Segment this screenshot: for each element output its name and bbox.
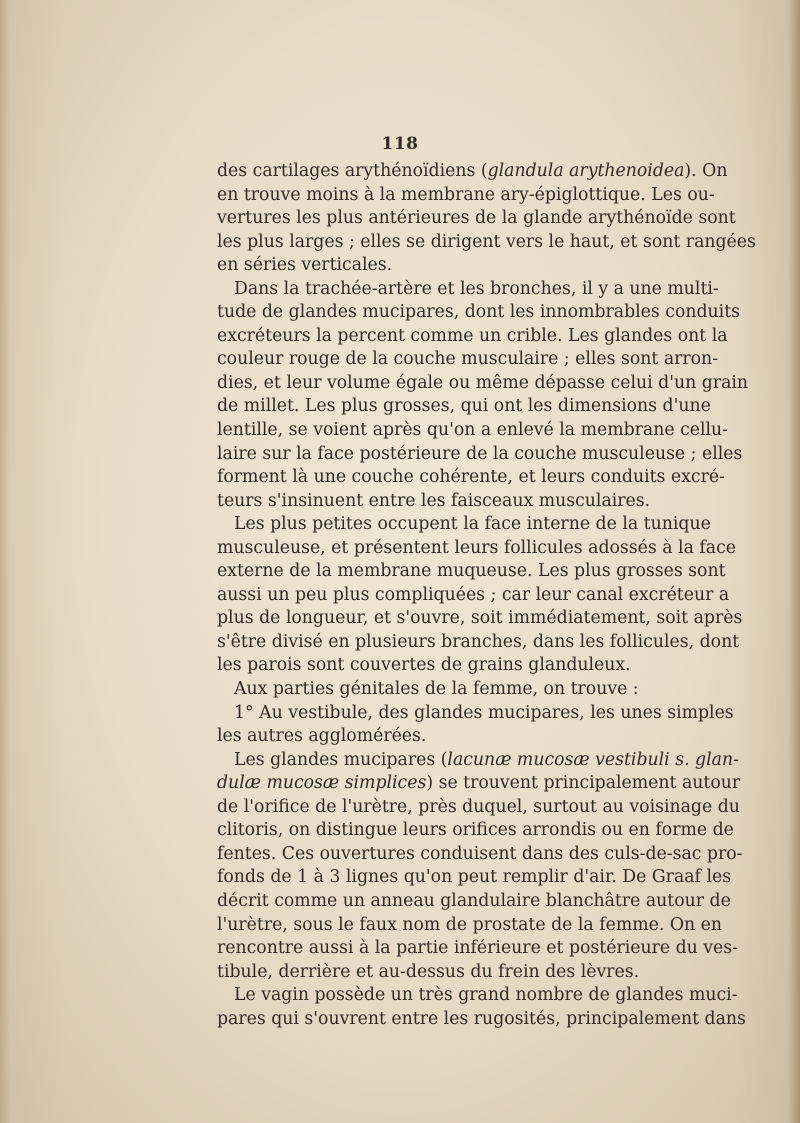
text-segment: externe de la membrane muqueuse. Les plus grosses sont (217, 561, 726, 582)
text-line (217, 796, 740, 820)
text-segment: 1° Au vestibule, des glandes mucipares, les unes simples (234, 702, 734, 723)
text-line (217, 160, 728, 184)
text-segment: Dans la trachée-artère et les bronches, il y a une multi- (234, 278, 719, 299)
italic-term: lacunæ mucosæ vestibuli s. glan- (447, 749, 739, 770)
text-segment: teurs s'insinuent entre les faisceaux musculaires. (217, 490, 651, 511)
text-segment: de l'orifice de l'urètre, près duquel, surtout au voisinage du (217, 796, 740, 817)
text-segment: vertures les plus antérieures de la glande arythénoïde sont (217, 208, 736, 229)
text-line (217, 914, 722, 938)
text-line (217, 725, 651, 749)
text-segment: laire sur la face postérieure de la couche musculeuse ; elles (217, 443, 743, 464)
text-segment: les autres agglomérées. (217, 726, 427, 747)
text-line (217, 231, 756, 255)
text-segment: excréteurs la percent comme un crible. Les glandes ont la (217, 325, 728, 346)
italic-term: glandula arythenoidea (487, 161, 685, 181)
text-line (217, 278, 719, 302)
text-segment: pares qui s'ouvrent entre les rugosités, principalement dans (217, 1008, 746, 1029)
text-segment: lentille, se voient après qu'on a enlevé la membrane cellu- (217, 420, 729, 441)
text-line (217, 890, 731, 914)
text-line (217, 466, 725, 490)
text-line (217, 984, 738, 1008)
text-line (217, 819, 734, 843)
text-segment: aussi un peu plus compliquées ; car leur canal excréteur a (217, 584, 730, 605)
page-edge-right (788, 0, 800, 1123)
text-segment: couleur rouge de la couche musculaire ; elles sont arron- (217, 349, 719, 370)
text-line (217, 866, 732, 890)
text-segment: Les plus petites occupent la face interne de la tunique (234, 514, 711, 535)
body-text (217, 160, 756, 1031)
text-segment: forment là une couche cohérente, et leurs conduits excré- (217, 467, 725, 488)
text-segment: l'urètre, sous le faux nom de prostate de la femme. On en (217, 914, 722, 935)
text-line (217, 654, 651, 678)
text-line (217, 348, 719, 372)
text-line (217, 443, 743, 467)
text-line (217, 1008, 746, 1032)
text-segment: clitoris, on distingue leurs orifices arrondis ou en forme de (217, 820, 734, 841)
text-segment: plus de longueur, et s'ouvre, soit immédiatement, soit après (217, 608, 743, 629)
page-edge-left (0, 0, 10, 1123)
text-segment: tude de glandes mucipares, dont les innombrables conduits (217, 302, 741, 323)
text-line (217, 395, 711, 419)
text-line (217, 584, 730, 608)
text-line (217, 184, 715, 208)
text-segment: de millet. Les plus grosses, qui ont les dimensions d'une (217, 396, 711, 417)
text-line (217, 490, 651, 514)
text-line (217, 772, 741, 796)
text-line (217, 843, 743, 867)
text-line (217, 513, 711, 537)
text-segment: les parois sont couvertes de grains glanduleux. (217, 655, 631, 676)
text-segment: des cartilages arythénoïdiens ( (217, 161, 488, 181)
text-line (217, 207, 736, 231)
text-line (217, 702, 734, 726)
text-segment: en séries verticales. (217, 255, 393, 276)
text-segment: ). On (684, 161, 728, 181)
text-segment: décrit comme un anneau glandulaire blanchâtre autour de (217, 890, 731, 911)
text-segment: musculeuse, et présentent leurs follicules adossés à la face (217, 537, 736, 558)
text-segment: Aux parties génitales de la femme, on trouve : (234, 679, 639, 700)
text-line (217, 678, 651, 702)
text-line (217, 372, 749, 396)
text-segment: rencontre aussi à la partie inférieure et postérieure du ves- (217, 938, 738, 959)
text-segment: fentes. Ces ouvertures conduisent dans des culs-de-sac pro- (217, 843, 743, 864)
text-line (217, 631, 740, 655)
italic-term: dulæ mucosæ simplices (217, 773, 427, 794)
text-segment: dies, et leur volume égale ou même dépasse celui d'un grain (217, 372, 749, 393)
text-segment: tibule, derrière et au-dessus du frein des lèvres. (217, 961, 640, 982)
text-line (217, 301, 741, 325)
text-segment: en trouve moins à la membrane ary-épiglottique. Les ou- (217, 184, 715, 205)
text-line (217, 325, 728, 349)
text-segment: s'être divisé en plusieurs branches, dans les follicules, dont (217, 631, 740, 652)
text-line (217, 254, 651, 278)
text-line (217, 749, 739, 773)
text-line (217, 961, 651, 985)
text-segment: Le vagin possède un très grand nombre de glandes muci- (234, 985, 738, 1006)
page-number: 118 (381, 134, 419, 154)
text-line (217, 560, 726, 584)
text-segment: les plus larges ; elles se dirigent vers le haut, et sont rangées (217, 231, 756, 252)
text-segment: fonds de 1 à 3 lignes qu'on peut remplir d'air. De Graaf les (217, 867, 732, 888)
text-segment: Les glandes mucipares ( (234, 749, 448, 770)
text-line (217, 419, 729, 443)
text-line (217, 937, 738, 961)
text-segment: ) se trouvent principalement autour (426, 773, 741, 794)
text-line (217, 537, 736, 561)
text-line (217, 607, 743, 631)
